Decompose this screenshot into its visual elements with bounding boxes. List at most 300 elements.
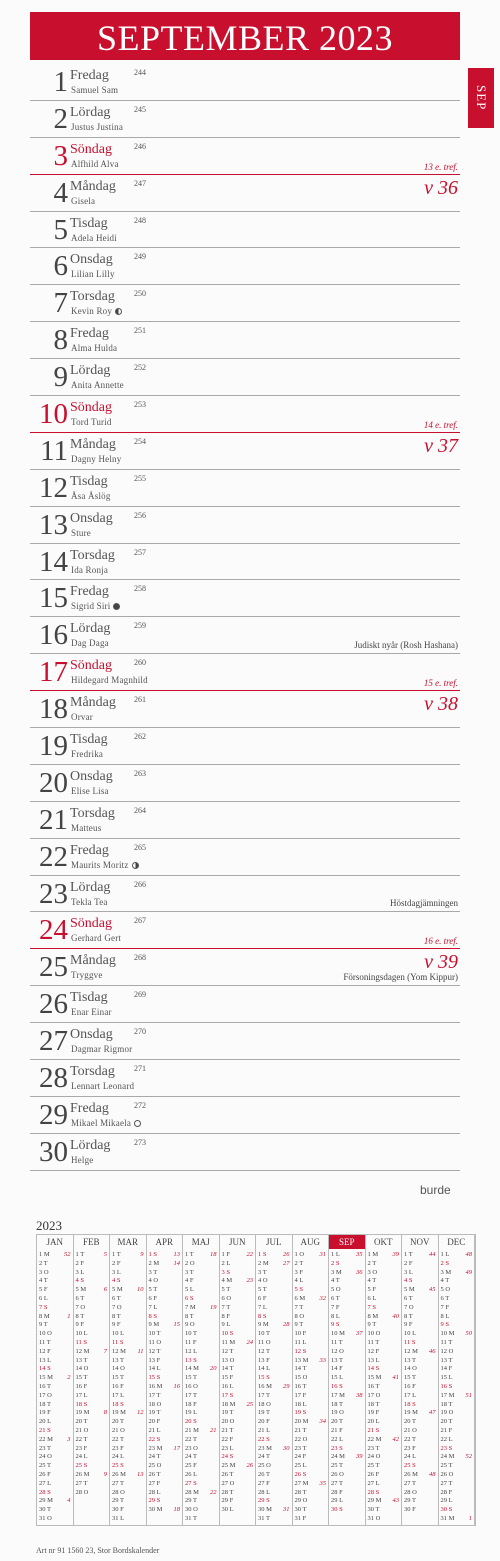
day-row	[30, 839, 460, 876]
article-number: Art nr 91 1560 23, Stor Bordskalender	[36, 1546, 160, 1555]
day-cell: 18 O	[148, 1400, 162, 1408]
week-label: 21	[210, 1427, 217, 1434]
day-row	[30, 802, 460, 839]
weekday-name: Måndag	[70, 953, 116, 969]
day-cell: 17 O	[39, 1391, 52, 1399]
day-cell: 9 M	[258, 1321, 269, 1329]
day-cell: 24 S	[221, 1453, 234, 1461]
day-cell: 9 T	[367, 1321, 377, 1329]
day-cell: 13 T	[440, 1356, 453, 1364]
week-label: 29	[283, 1383, 290, 1390]
weekday-name: Lördag	[70, 879, 111, 895]
day-cell: 3 T	[258, 1268, 267, 1276]
day-cell: 27 T	[331, 1479, 343, 1487]
day-row	[30, 765, 460, 802]
weekday-name: Tisdag	[70, 473, 108, 489]
day-number: 10	[39, 398, 68, 431]
day-cell: 10 F	[294, 1330, 307, 1338]
day-cell: 11 T	[367, 1339, 380, 1346]
day-cell: 24 M	[440, 1453, 455, 1461]
day-cell: 2 S	[440, 1259, 449, 1267]
name-day-names: Matteus	[71, 822, 102, 833]
day-cell: 7 L	[258, 1303, 267, 1311]
week-label: 22	[210, 1488, 217, 1496]
day-cell: 8 S	[148, 1312, 157, 1320]
week-label: 24	[246, 1339, 253, 1346]
day-cell: 11 S	[112, 1339, 124, 1346]
week-label: 25	[246, 1400, 253, 1408]
day-cell: 24 T	[148, 1453, 161, 1461]
week-label: 16	[173, 1383, 180, 1390]
day-number: 8	[53, 324, 68, 357]
day-row	[30, 101, 460, 138]
week-label: 38	[356, 1391, 363, 1399]
brand-logo: burde	[420, 1183, 451, 1197]
day-of-year: 252	[134, 363, 146, 373]
week-label: 28	[283, 1321, 290, 1329]
day-row	[30, 212, 460, 249]
name-day-names: Ida Ronja	[71, 564, 109, 575]
day-of-year: 266	[134, 879, 146, 889]
day-of-year: 269	[134, 990, 146, 1000]
day-cell: 29 S	[148, 1497, 161, 1505]
day-number: 13	[39, 508, 68, 541]
day-cell: 17 O	[367, 1391, 381, 1399]
day-cell: 6 T	[440, 1295, 450, 1302]
day-number: 20	[39, 766, 68, 799]
day-cell: 20 O	[221, 1418, 235, 1426]
day-cell: 6 L	[39, 1295, 48, 1302]
day-number: 18	[39, 693, 68, 726]
year-label: 2023	[36, 1218, 62, 1233]
month-header: DEC	[439, 1235, 476, 1249]
day-cell: 10 M	[331, 1330, 345, 1338]
day-cell: 26 M	[112, 1471, 126, 1478]
month-column	[183, 1249, 220, 1525]
day-cell: 7 F	[440, 1303, 449, 1311]
day-cell: 16 T	[294, 1383, 307, 1390]
day-cell: 7 F	[331, 1303, 340, 1311]
day-cell: 10 T	[185, 1330, 197, 1338]
day-cell: 25 T	[367, 1462, 380, 1470]
day-cell: 4 S	[404, 1277, 413, 1285]
day-cell: 15 T	[185, 1374, 197, 1382]
week-label: 35	[356, 1251, 363, 1258]
day-cell: 4 S	[112, 1277, 121, 1285]
day-cell: 13 T	[404, 1356, 416, 1364]
week-label: 3	[67, 1435, 71, 1443]
day-cell: 16 M	[258, 1383, 272, 1390]
month-column	[293, 1249, 330, 1525]
weekday-name: Onsdag	[70, 252, 113, 268]
day-cell: 29 S	[258, 1497, 270, 1505]
day-number: 4	[53, 176, 68, 209]
day-cell: 27 M	[294, 1479, 309, 1487]
day-cell: 26 M	[404, 1471, 418, 1478]
day-number: 29	[39, 1098, 68, 1131]
day-row	[30, 654, 460, 691]
day-cell: 29 M	[39, 1497, 53, 1505]
month-header: NOV	[402, 1235, 439, 1249]
day-cell: 25 O	[148, 1462, 162, 1470]
day-cell: 6 M	[294, 1295, 306, 1302]
day-number: 19	[39, 730, 68, 763]
day-cell: 28 F	[440, 1488, 453, 1496]
week-label: 18	[210, 1251, 217, 1258]
year-calendar	[36, 1234, 476, 1526]
day-cell: 12 S	[294, 1347, 307, 1355]
day-number: 1	[53, 66, 68, 98]
day-cell: 27 T	[404, 1479, 416, 1487]
day-cell: 20 T	[75, 1418, 88, 1426]
week-label: 2	[67, 1374, 71, 1382]
day-cell: 19 M	[75, 1409, 90, 1417]
day-cell: 22 M	[367, 1435, 382, 1443]
name-day-names: Adela Heidi	[71, 232, 117, 243]
day-cell: 11 L	[294, 1339, 307, 1346]
week-label: 37	[356, 1330, 363, 1338]
day-cell: 9 M	[148, 1321, 160, 1329]
day-cell: 23 S	[440, 1444, 453, 1452]
day-cell: 7 S	[39, 1303, 48, 1311]
week-label: 46	[429, 1347, 436, 1355]
day-cell: 29 F	[221, 1497, 234, 1505]
day-cell: 3 L	[75, 1268, 85, 1276]
week-label: 4	[67, 1497, 71, 1505]
day-cell: 10 L	[112, 1330, 125, 1338]
week-label: 33	[319, 1356, 326, 1364]
day-cell: 6 T	[404, 1295, 413, 1302]
day-row	[30, 876, 460, 913]
week-label: 11	[137, 1347, 144, 1355]
day-cell: 14 L	[148, 1365, 161, 1373]
day-cell: 25 S	[75, 1462, 88, 1470]
day-cell: 20 L	[39, 1418, 52, 1426]
week-label: 51	[465, 1391, 472, 1399]
name-day-names: Alma Hulda	[71, 343, 118, 354]
holiday-note: Judiskt nyår (Rosh Hashana)	[354, 640, 458, 651]
day-cell: 19 M	[404, 1409, 418, 1417]
name-day-names: Mikael Mikaela	[71, 1118, 141, 1128]
day-row	[30, 691, 460, 728]
month-header: JUN	[220, 1235, 257, 1249]
day-cell: 31 T	[258, 1515, 270, 1522]
day-of-year: 244	[134, 68, 146, 77]
day-cell: 19 T	[148, 1409, 161, 1417]
day-cell: 23 F	[404, 1444, 416, 1452]
day-cell: 1 S	[258, 1251, 267, 1258]
day-row	[30, 322, 460, 359]
day-cell: 20 T	[440, 1418, 453, 1426]
name-day-names: Helge	[71, 1154, 94, 1165]
day-of-year: 267	[134, 916, 146, 926]
month-header: JUL	[256, 1235, 293, 1249]
day-number: 15	[39, 582, 68, 615]
day-cell: 27 O	[221, 1479, 235, 1487]
day-cell: 8 S	[258, 1312, 267, 1320]
week-label: 41	[392, 1374, 399, 1382]
day-cell: 16 F	[112, 1383, 124, 1390]
day-of-year: 261	[134, 695, 146, 705]
weekday-name: Lördag	[70, 1137, 111, 1153]
week-label: 45	[429, 1286, 436, 1294]
day-cell: 12 F	[367, 1347, 380, 1355]
day-cell: 28 F	[331, 1488, 343, 1496]
day-cell: 27 S	[185, 1479, 197, 1487]
day-cell: 23 F	[112, 1444, 124, 1452]
day-cell: 13 F	[148, 1356, 161, 1364]
weekday-name: Lördag	[70, 621, 111, 637]
day-cell: 31 M	[440, 1515, 455, 1522]
day-cell: 15 L	[440, 1374, 453, 1382]
day-cell: 21 F	[440, 1427, 453, 1434]
day-cell: 5 F	[367, 1286, 376, 1294]
day-cell: 7 O	[112, 1303, 122, 1311]
day-number: 5	[53, 213, 68, 246]
week-label: 31	[283, 1506, 290, 1514]
day-cell: 15 O	[294, 1374, 308, 1382]
day-row	[30, 470, 460, 507]
week-label: 13	[173, 1251, 180, 1258]
day-cell: 18 F	[185, 1400, 197, 1408]
day-cell: 1 T	[185, 1251, 194, 1258]
name-day-names: Åsa Åslög	[71, 490, 111, 501]
month-header: FEB	[74, 1235, 111, 1249]
day-cell: 16 F	[404, 1383, 416, 1390]
day-cell: 25 T	[331, 1462, 343, 1470]
day-cell: 6 F	[148, 1295, 157, 1302]
day-number: 6	[53, 250, 68, 283]
day-cell: 9 L	[221, 1321, 231, 1329]
name-day-names: Samuel Sam	[71, 85, 119, 95]
day-cell: 20 M	[294, 1418, 309, 1426]
week-label: 50	[465, 1330, 472, 1338]
day-of-year: 268	[134, 953, 146, 963]
week-label: 15	[173, 1321, 180, 1329]
day-cell: 26 T	[221, 1471, 234, 1478]
week-label: 9	[103, 1471, 107, 1478]
week-label: 17	[173, 1444, 180, 1452]
day-cell: 23 T	[367, 1444, 380, 1452]
day-cell: 21 O	[112, 1427, 125, 1434]
day-cell: 13 F	[258, 1356, 270, 1364]
holiday-note: Höstdagjämningen	[390, 898, 458, 909]
day-cell: 3 O	[39, 1268, 49, 1276]
weekday-name: Fredag	[70, 584, 109, 600]
day-cell: 11 O	[148, 1339, 162, 1346]
day-cell: 11 O	[258, 1339, 271, 1346]
day-row	[30, 248, 460, 285]
day-cell: 9 S	[440, 1321, 449, 1329]
day-cell: 19 M	[112, 1409, 126, 1417]
sunday-after-trinity: 15 e. tref.	[423, 678, 458, 689]
day-cell: 26 L	[185, 1471, 198, 1478]
day-cell: 15 F	[221, 1374, 234, 1382]
day-cell: 8 M	[367, 1312, 379, 1320]
day-cell: 28 S	[39, 1488, 51, 1496]
day-cell: 4 T	[440, 1277, 450, 1285]
day-cell: 18 T	[39, 1400, 51, 1408]
name-day-names: Fredrika	[71, 749, 104, 760]
day-cell: 5 L	[185, 1286, 194, 1294]
day-cell: 15 T	[75, 1374, 88, 1382]
day-number: 11	[40, 434, 68, 467]
day-cell: 16 L	[221, 1383, 234, 1390]
day-cell: 10 L	[404, 1330, 417, 1338]
day-cell: 24 T	[185, 1453, 197, 1461]
name-day-names: Orvar	[71, 712, 93, 723]
day-cell: 24 O	[39, 1453, 52, 1461]
day-row	[30, 580, 460, 617]
day-cell: 19 O	[331, 1409, 344, 1417]
week-label: 44	[429, 1251, 436, 1258]
name-day-names: Tord Turid	[71, 417, 112, 428]
day-cell: 26 O	[331, 1471, 344, 1478]
day-cell: 30 O	[185, 1506, 198, 1514]
day-cell: 24 O	[367, 1453, 381, 1461]
month-column	[220, 1249, 257, 1525]
weekday-name: Söndag	[70, 400, 112, 416]
week-label: 23	[246, 1277, 253, 1285]
day-cell: 29 L	[440, 1497, 453, 1505]
day-cell: 6 O	[221, 1295, 232, 1302]
day-cell: 9 O	[185, 1321, 195, 1329]
day-of-year: 247	[134, 178, 146, 188]
day-cell: 17 M	[440, 1391, 455, 1399]
weekday-name: Fredag	[70, 68, 109, 83]
day-cell: 30 T	[294, 1506, 307, 1514]
day-number: 12	[39, 471, 68, 504]
week-label: 26	[283, 1251, 290, 1258]
day-cell: 3 F	[294, 1268, 303, 1276]
day-cell: 13 O	[221, 1356, 235, 1364]
day-cell: 22 M	[39, 1435, 53, 1443]
day-cell: 29 T	[112, 1497, 124, 1505]
day-cell: 19 O	[440, 1409, 454, 1417]
month-tab: SEP	[468, 68, 494, 128]
day-row	[30, 138, 460, 175]
day-cell: 22 T	[404, 1435, 416, 1443]
name-day-names: Kevin Roy	[71, 306, 122, 316]
week-number: v 39	[424, 951, 458, 974]
day-cell: 26 T	[148, 1471, 161, 1478]
month-column	[366, 1249, 403, 1525]
day-cell: 24 T	[258, 1453, 270, 1461]
week-label: 32	[319, 1295, 326, 1302]
week-label: 52	[64, 1251, 71, 1258]
month-header: SEP	[329, 1235, 366, 1249]
day-cell: 22 O	[294, 1435, 308, 1443]
day-cell: 7 O	[75, 1303, 86, 1311]
week-label: 12	[137, 1409, 144, 1417]
day-cell: 17 M	[331, 1391, 345, 1399]
day-cell: 18 L	[294, 1400, 307, 1408]
day-cell: 10 T	[258, 1330, 270, 1338]
day-cell: 11 T	[39, 1339, 51, 1346]
name-day-names: Gisela	[71, 195, 96, 206]
day-cell: 12 M	[404, 1347, 418, 1355]
day-cell: 5 O	[331, 1286, 341, 1294]
day-cell: 7 S	[367, 1303, 376, 1311]
day-cell: 7 L	[148, 1303, 158, 1311]
day-of-year: 257	[134, 547, 146, 557]
day-cell: 18 T	[440, 1400, 453, 1408]
calendar-header	[0, 0, 500, 62]
day-cell: 11 T	[331, 1339, 343, 1346]
day-cell: 2 F	[404, 1259, 413, 1267]
day-cell: 9 S	[331, 1321, 340, 1329]
day-cell: 21 L	[258, 1427, 271, 1434]
day-cell: 6 F	[258, 1295, 267, 1302]
day-cell: 11 S	[404, 1339, 416, 1346]
day-cell: 27 F	[258, 1479, 270, 1487]
day-cell: 15 M	[39, 1374, 53, 1382]
day-cell: 9 F	[112, 1321, 121, 1329]
day-cell: 21 S	[39, 1427, 51, 1434]
day-cell: 30 S	[440, 1506, 453, 1514]
day-cell: 4 O	[258, 1277, 268, 1285]
day-row	[30, 544, 460, 581]
weekday-name: Tisdag	[70, 990, 108, 1006]
name-day-names: Dag Daga	[71, 638, 109, 649]
day-cell: 25 O	[258, 1462, 271, 1470]
day-of-year: 249	[134, 252, 146, 262]
name-day-names: Tekla Tea	[71, 896, 108, 907]
day-cell: 2 T	[367, 1259, 377, 1267]
weekday-name: Söndag	[70, 141, 112, 157]
day-cell: 19 L	[185, 1409, 198, 1417]
week-label: 40	[392, 1312, 399, 1320]
week-label: 10	[137, 1286, 144, 1294]
day-list	[30, 64, 460, 1171]
day-of-year: 248	[134, 215, 146, 225]
day-cell: 25 S	[404, 1462, 416, 1470]
day-cell: 4 F	[185, 1277, 194, 1285]
week-label: 13	[137, 1471, 144, 1478]
week-number: v 38	[424, 693, 458, 716]
day-cell: 23 O	[185, 1444, 198, 1452]
day-cell: 7 O	[404, 1303, 414, 1311]
weekday-name: Tisdag	[70, 215, 108, 231]
day-cell: 26 M	[75, 1471, 90, 1478]
day-cell: 14 M	[185, 1365, 199, 1373]
day-cell: 27 T	[75, 1479, 88, 1487]
day-cell: 25 F	[185, 1462, 197, 1470]
week-label: 35	[319, 1479, 326, 1487]
day-row	[30, 728, 460, 765]
day-cell: 28 L	[258, 1488, 271, 1496]
week-label: 36	[356, 1268, 363, 1276]
day-cell: 29 O	[294, 1497, 308, 1505]
day-cell: 19 T	[258, 1409, 270, 1417]
month-columns	[37, 1249, 475, 1525]
week-label: 34	[319, 1418, 326, 1426]
day-cell: 27 T	[112, 1479, 124, 1487]
week-label: 1	[468, 1515, 472, 1522]
day-cell: 22 L	[440, 1435, 453, 1443]
day-cell: 25 M	[221, 1462, 236, 1470]
day-cell: 17 L	[404, 1391, 417, 1399]
sunday-after-trinity: 13 e. tref.	[423, 161, 458, 172]
day-cell: 21 S	[367, 1427, 380, 1434]
day-cell: 13 L	[367, 1356, 380, 1364]
day-of-year: 250	[134, 289, 146, 299]
day-cell: 22 S	[148, 1435, 161, 1443]
month-column	[147, 1249, 184, 1525]
day-cell: 10 O	[367, 1330, 381, 1338]
weekday-name: Onsdag	[70, 768, 113, 784]
day-cell: 22 T	[112, 1435, 124, 1443]
